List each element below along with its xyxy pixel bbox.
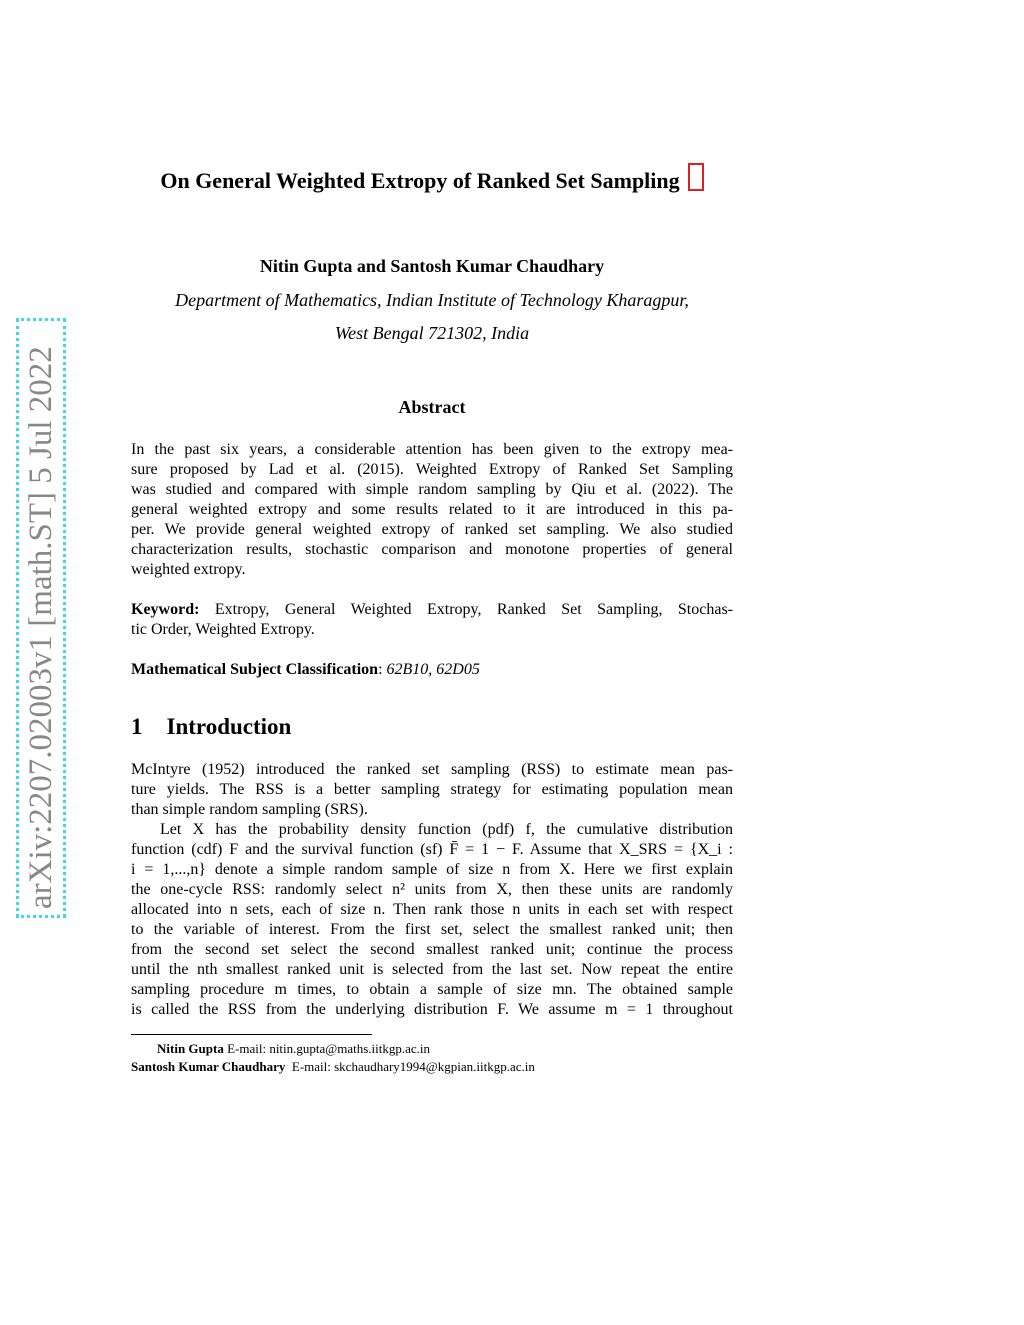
footnote-2-name: Santosh Kumar Chaudhary xyxy=(131,1059,286,1074)
abstract-line: weighted extropy. xyxy=(131,561,246,578)
keyword-label: Keyword: xyxy=(131,601,200,618)
authors: Nitin Gupta and Santosh Kumar Chaudhary xyxy=(259,256,605,276)
intro-line: sampling procedure m times, to obtain a sample of size mn. The obtained sample xyxy=(131,981,733,998)
intro-line: ture yields. The RSS is a better sampling strategy for estimating population mean xyxy=(131,781,733,798)
footnote-rule xyxy=(131,1034,372,1035)
intro-line: than simple random sampling (SRS). xyxy=(131,801,368,818)
paper-title xyxy=(0,163,864,194)
intro-line: Let X has the probability density function (pdf) f, the cumulative distribution xyxy=(160,821,733,838)
intro-line: until the nth smallest ranked unit is selected from the last set. Now repeat the entire xyxy=(131,961,733,978)
abstract-line: general weighted extropy and some results related to it are introduced in this pa- xyxy=(131,501,733,518)
intro-line: allocated into n sets, each of size n. Then rank those n units in each set with respect xyxy=(131,901,733,918)
intro-line: to the variable of interest. From the first set, select the smallest ranked unit; then xyxy=(131,921,733,938)
msc-value: 62B10, 62D05 xyxy=(386,661,480,678)
footnote-2-text: E-mail: skchaudhary1994@kgpian.iitkgp.ac.in xyxy=(291,1059,535,1074)
abstract-line: was studied and compared with simple random sampling by Qiu et al. (2022). The xyxy=(131,481,733,498)
intro-line: McIntyre (1952) introduced the ranked set sampling (RSS) to estimate mean pas- xyxy=(131,761,733,778)
affiliation-line-1: Department of Mathematics, Indian Institute of Technology Kharagpur, xyxy=(175,290,689,310)
footnote-2 xyxy=(131,1058,535,1075)
intro-line: from the second set select the second smallest ranked unit; continue the process xyxy=(131,941,733,958)
footnote-1-name: Nitin Gupta xyxy=(157,1041,224,1056)
arxiv-stamp: arXiv:2207.02003v1 [math.ST] 5 Jul 2022 xyxy=(16,318,66,918)
intro-paragraph-1 xyxy=(131,760,733,820)
footnote-marker-icon xyxy=(688,163,704,191)
keywords xyxy=(131,600,733,640)
section-number: 1 xyxy=(131,714,143,739)
abstract-line: sure proposed by Lad et al. (2015). Weighted Extropy of Ranked Set Sampling xyxy=(131,461,733,478)
footnote-1-text: E-mail: nitin.gupta@maths.iitkgp.ac.in xyxy=(227,1041,431,1056)
intro-paragraph-2 xyxy=(131,820,733,1020)
keyword-text: Extropy, General Weighted Extropy, Ranked Set Sampling, Stochas- xyxy=(214,601,734,618)
msc: Mathematical Subject Classification: 62B10, 62D05 xyxy=(131,661,480,678)
intro-line: function (cdf) F and the survival function (sf) F̄ = 1 − F. Assume that X_SRS = {X_i : xyxy=(131,841,733,858)
abstract-line: characterization results, stochastic comparison and monotone properties of general xyxy=(131,541,733,558)
intro-line: is called the RSS from the underlying distribution F. We assume m = 1 throughout xyxy=(131,1001,733,1018)
msc-label: Mathematical Subject Classification xyxy=(131,661,379,678)
abstract-line: per. We provide general weighted extropy of ranked set sampling. We also studied xyxy=(131,521,733,538)
abstract-line: In the past six years, a considerable attention has been given to the extropy mea- xyxy=(131,441,733,458)
section-title: Introduction xyxy=(166,714,292,739)
affiliation-line-2: West Bengal 721302, India xyxy=(334,323,530,343)
keyword-text-2: tic Order, Weighted Extropy. xyxy=(131,621,315,638)
intro-line: the one-cycle RSS: randomly select n² units from X, then these units are randomly xyxy=(131,881,733,898)
footnote-1 xyxy=(157,1040,430,1057)
title-text: On General Weighted Extropy of Ranked Set Sampling xyxy=(160,168,680,193)
abstract-body xyxy=(131,440,733,580)
section-heading xyxy=(131,714,291,740)
intro-line: i = 1,...,n} denote a simple random sample of size n from X. Here we first explain xyxy=(131,861,733,878)
abstract-heading: Abstract xyxy=(398,397,466,417)
